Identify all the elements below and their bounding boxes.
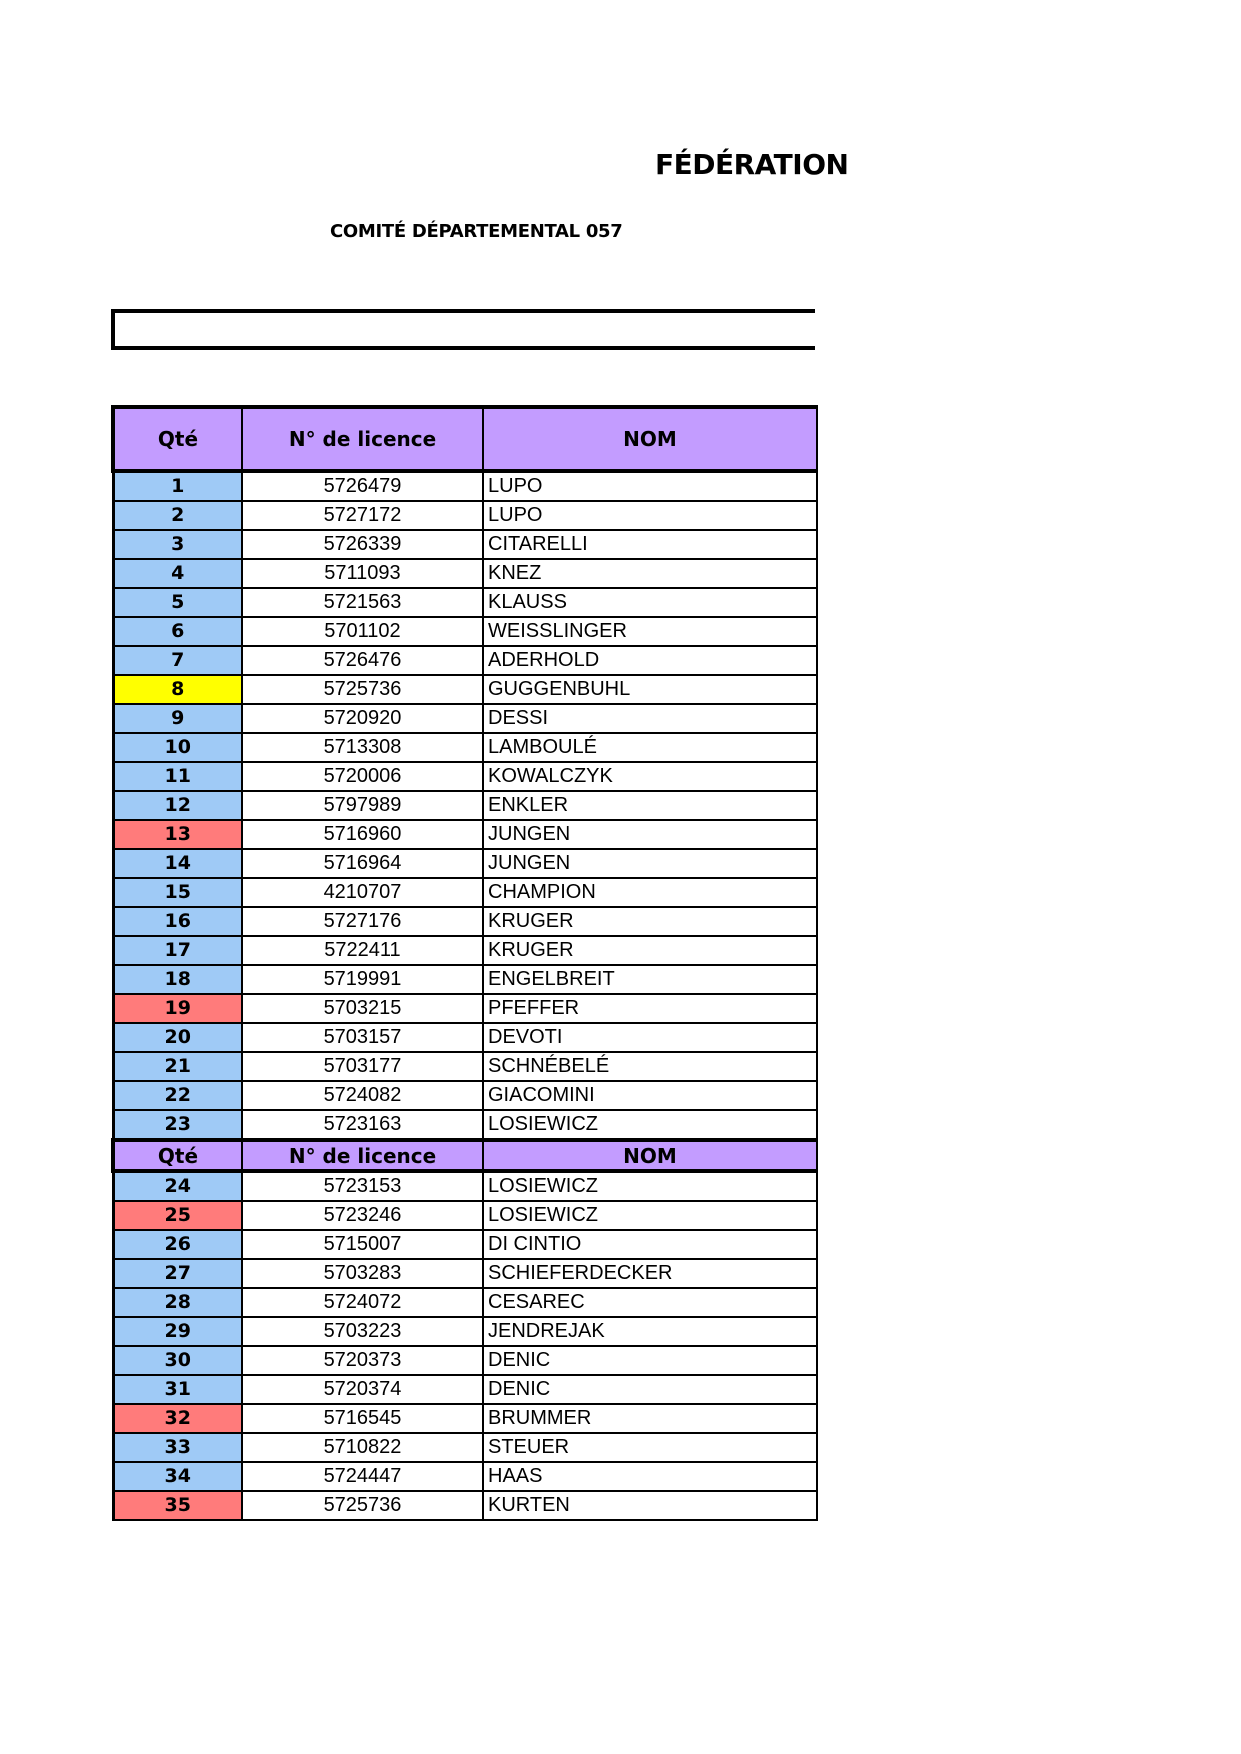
row-name: DEVOTI xyxy=(483,1023,817,1052)
row-license-number: 5720920 xyxy=(242,704,483,733)
row-name: ENKLER xyxy=(483,791,817,820)
table-row xyxy=(113,1259,817,1288)
table-row xyxy=(113,617,817,646)
row-name: CHAMPION xyxy=(483,878,817,907)
row-qty: 7 xyxy=(113,646,242,675)
row-qty: 31 xyxy=(113,1375,242,1404)
row-license-number: 5725736 xyxy=(242,1491,483,1520)
header-name: NOM xyxy=(483,407,817,471)
row-qty: 17 xyxy=(113,936,242,965)
federation-title: FÉDÉRATION xyxy=(655,148,849,181)
row-qty: 32 xyxy=(113,1404,242,1433)
row-license-number: 5722411 xyxy=(242,936,483,965)
table-row xyxy=(113,501,817,530)
table-row xyxy=(113,791,817,820)
row-license-number: 5720006 xyxy=(242,762,483,791)
row-license-number: 5726339 xyxy=(242,530,483,559)
row-name: WEISSLINGER xyxy=(483,617,817,646)
row-qty: 8 xyxy=(113,675,242,704)
row-license-number: 5725736 xyxy=(242,675,483,704)
row-license-number: 5719991 xyxy=(242,965,483,994)
header-qty: Qté xyxy=(113,1140,242,1171)
row-qty: 23 xyxy=(113,1110,242,1140)
table-row xyxy=(113,559,817,588)
title-input-box xyxy=(111,309,815,350)
row-name: LUPO xyxy=(483,501,817,530)
row-license-number: 5703283 xyxy=(242,1259,483,1288)
table-row xyxy=(113,704,817,733)
license-table-body xyxy=(113,407,817,1520)
table-row xyxy=(113,1404,817,1433)
row-name: DENIC xyxy=(483,1346,817,1375)
row-name: KNEZ xyxy=(483,559,817,588)
row-license-number: 5726476 xyxy=(242,646,483,675)
row-qty: 12 xyxy=(113,791,242,820)
row-license-number: 5723246 xyxy=(242,1201,483,1230)
row-name: JUNGEN xyxy=(483,820,817,849)
header-qty: Qté xyxy=(113,407,242,471)
row-name: DENIC xyxy=(483,1375,817,1404)
row-license-number: 5716960 xyxy=(242,820,483,849)
table-row xyxy=(113,1462,817,1491)
row-license-number: 5721563 xyxy=(242,588,483,617)
table-row xyxy=(113,1346,817,1375)
row-license-number: 5716964 xyxy=(242,849,483,878)
table-row xyxy=(113,994,817,1023)
row-qty: 35 xyxy=(113,1491,242,1520)
row-name: LOSIEWICZ xyxy=(483,1110,817,1140)
table-row xyxy=(113,965,817,994)
row-name: BRUMMER xyxy=(483,1404,817,1433)
header-license: N° de licence xyxy=(242,407,483,471)
row-license-number: 5797989 xyxy=(242,791,483,820)
table-row xyxy=(113,1375,817,1404)
row-qty: 22 xyxy=(113,1081,242,1110)
row-qty: 28 xyxy=(113,1288,242,1317)
table-row xyxy=(113,1491,817,1520)
row-name: DESSI xyxy=(483,704,817,733)
table-row xyxy=(113,1433,817,1462)
row-qty: 21 xyxy=(113,1052,242,1081)
row-name: KLAUSS xyxy=(483,588,817,617)
row-license-number: 5715007 xyxy=(242,1230,483,1259)
table-row xyxy=(113,1052,817,1081)
row-license-number: 5720374 xyxy=(242,1375,483,1404)
row-qty: 25 xyxy=(113,1201,242,1230)
row-name: GUGGENBUHL xyxy=(483,675,817,704)
row-name: LAMBOULÉ xyxy=(483,733,817,762)
table-row xyxy=(113,1230,817,1259)
row-license-number: 5724082 xyxy=(242,1081,483,1110)
table-row xyxy=(113,849,817,878)
table-row xyxy=(113,762,817,791)
row-license-number: 5724447 xyxy=(242,1462,483,1491)
row-name: LOSIEWICZ xyxy=(483,1171,817,1201)
row-qty: 9 xyxy=(113,704,242,733)
row-license-number: 5710822 xyxy=(242,1433,483,1462)
row-name: KRUGER xyxy=(483,907,817,936)
table-row xyxy=(113,936,817,965)
row-name: SCHIEFERDECKER xyxy=(483,1259,817,1288)
row-license-number: 5711093 xyxy=(242,559,483,588)
row-qty: 20 xyxy=(113,1023,242,1052)
row-qty: 13 xyxy=(113,820,242,849)
table-row xyxy=(113,1201,817,1230)
row-name: KOWALCZYK xyxy=(483,762,817,791)
table-row xyxy=(113,878,817,907)
row-license-number: 5723163 xyxy=(242,1110,483,1140)
table-header-row-repeat xyxy=(113,1140,817,1171)
row-license-number: 5727172 xyxy=(242,501,483,530)
comite-subtitle: COMITÉ DÉPARTEMENTAL 057 xyxy=(330,221,623,242)
row-name: DI CINTIO xyxy=(483,1230,817,1259)
table-header-row xyxy=(113,407,817,471)
row-qty: 33 xyxy=(113,1433,242,1462)
row-license-number: 5723153 xyxy=(242,1171,483,1201)
row-qty: 2 xyxy=(113,501,242,530)
table-row xyxy=(113,1081,817,1110)
row-qty: 6 xyxy=(113,617,242,646)
table-row xyxy=(113,820,817,849)
table-row xyxy=(113,1171,817,1201)
row-qty: 10 xyxy=(113,733,242,762)
row-qty: 15 xyxy=(113,878,242,907)
row-name: LUPO xyxy=(483,471,817,501)
row-qty: 5 xyxy=(113,588,242,617)
row-name: ENGELBREIT xyxy=(483,965,817,994)
row-license-number: 5716545 xyxy=(242,1404,483,1433)
table-row xyxy=(113,530,817,559)
row-license-number: 5703157 xyxy=(242,1023,483,1052)
row-license-number: 4210707 xyxy=(242,878,483,907)
row-license-number: 5703177 xyxy=(242,1052,483,1081)
row-qty: 3 xyxy=(113,530,242,559)
row-name: KRUGER xyxy=(483,936,817,965)
row-license-number: 5727176 xyxy=(242,907,483,936)
table-row xyxy=(113,675,817,704)
row-license-number: 5713308 xyxy=(242,733,483,762)
row-name: PFEFFER xyxy=(483,994,817,1023)
row-name: JENDREJAK xyxy=(483,1317,817,1346)
row-name: JUNGEN xyxy=(483,849,817,878)
table-row xyxy=(113,471,817,501)
row-qty: 11 xyxy=(113,762,242,791)
row-name: ADERHOLD xyxy=(483,646,817,675)
row-name: STEUER xyxy=(483,1433,817,1462)
table-row xyxy=(113,733,817,762)
row-qty: 14 xyxy=(113,849,242,878)
row-qty: 24 xyxy=(113,1171,242,1201)
row-license-number: 5703223 xyxy=(242,1317,483,1346)
row-license-number: 5724072 xyxy=(242,1288,483,1317)
row-name: HAAS xyxy=(483,1462,817,1491)
row-qty: 1 xyxy=(113,471,242,501)
row-license-number: 5701102 xyxy=(242,617,483,646)
row-name: CESAREC xyxy=(483,1288,817,1317)
table-row xyxy=(113,1288,817,1317)
row-name: SCHNÉBELÉ xyxy=(483,1052,817,1081)
table-row xyxy=(113,588,817,617)
row-qty: 19 xyxy=(113,994,242,1023)
row-qty: 16 xyxy=(113,907,242,936)
row-qty: 4 xyxy=(113,559,242,588)
table-row xyxy=(113,1317,817,1346)
row-qty: 30 xyxy=(113,1346,242,1375)
table-row xyxy=(113,646,817,675)
license-table xyxy=(111,405,818,1521)
row-license-number: 5726479 xyxy=(242,471,483,501)
row-license-number: 5703215 xyxy=(242,994,483,1023)
row-qty: 18 xyxy=(113,965,242,994)
row-qty: 26 xyxy=(113,1230,242,1259)
table-row xyxy=(113,1110,817,1140)
row-name: KURTEN xyxy=(483,1491,817,1520)
header-name: NOM xyxy=(483,1140,817,1171)
row-name: CITARELLI xyxy=(483,530,817,559)
table-row xyxy=(113,1023,817,1052)
row-qty: 27 xyxy=(113,1259,242,1288)
row-license-number: 5720373 xyxy=(242,1346,483,1375)
row-qty: 29 xyxy=(113,1317,242,1346)
table-row xyxy=(113,907,817,936)
row-name: GIACOMINI xyxy=(483,1081,817,1110)
row-name: LOSIEWICZ xyxy=(483,1201,817,1230)
header-license: N° de licence xyxy=(242,1140,483,1171)
row-qty: 34 xyxy=(113,1462,242,1491)
